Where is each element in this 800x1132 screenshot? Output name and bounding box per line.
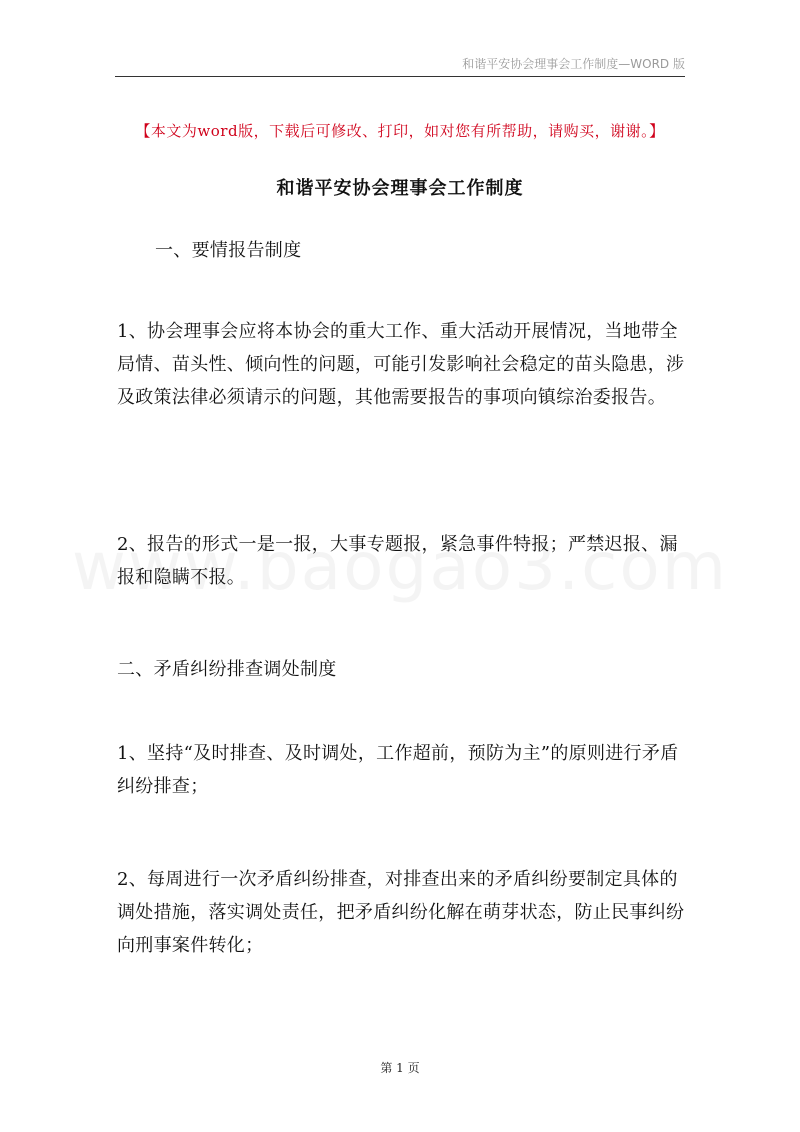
paragraph-2-1: 1、坚持“及时排查、及时调处，工作超前，预防为主”的原则进行矛盾纠纷排查； (117, 743, 679, 797)
running-title: 和谐平安协会理事会工作制度—WORD 版 (462, 57, 685, 71)
header-divider (115, 76, 685, 77)
section-heading-1: 一、要情报告制度 (155, 240, 302, 261)
paragraph-2-2: 2、每周进行一次矛盾纠纷排查，对排查出来的矛盾纠纷要制定具体的调处措施，落实调处责任，把矛盾纠纷化解在萌芽状态，防止民事纠纷向刑事案件转化； (117, 869, 685, 956)
page-number: 第 1 页 (380, 1061, 420, 1075)
paragraph-1-2: 2、报告的形式一是一报，大事专题报，紧急事件特报；严禁迟报、漏报和隐瞒不报。 (117, 534, 678, 588)
paragraph-1-1: 1、协会理事会应将本协会的重大工作、重大活动开展情况，当地带全局情、苗头性、倾向性的问题，可能引发影响社会稳定的苗头隐患，涉及政策法律必须请示的问题，其他需要报告的事项向镇综治委报告。 (117, 321, 685, 408)
download-notice: 【本文为word版，下载后可修改、打印，如对您有所帮助，请购买，谢谢。】 (135, 122, 665, 140)
section-heading-2: 二、矛盾纠纷排查调处制度 (117, 659, 337, 680)
document-title: 和谐平安协会理事会工作制度 (276, 178, 524, 199)
